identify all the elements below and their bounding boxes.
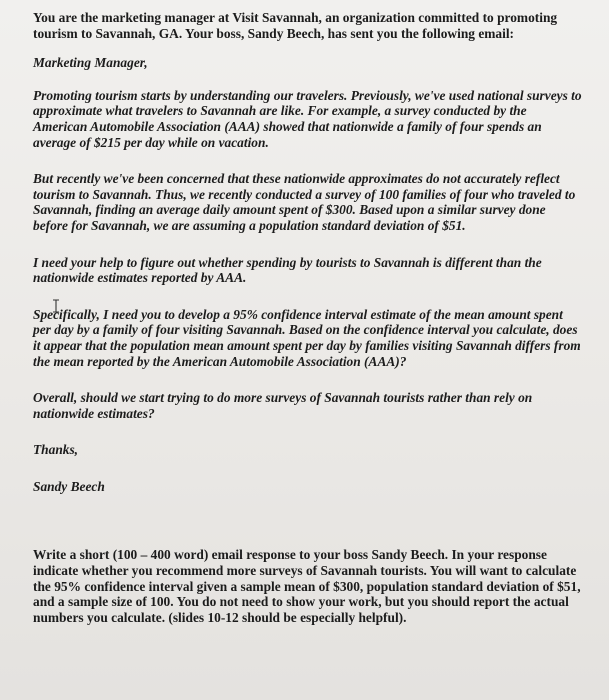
email-paragraph-1: Promoting tourism starts by understanding our travelers. Previously, we've used national surveys to approximate what travelers to Savannah are like. For example, a survey conducted by the American Automobile Association (AAA) showed that nationwide a family of four spends an average of $215 per day while on vacation.: [33, 87, 582, 150]
assignment-intro: You are the marketing manager at Visit Savannah, an organization committed to promoting tourism to Savannah, GA. Your boss, Sandy Beech, has sent you the following email:: [33, 10, 558, 41]
email-paragraph-5: Overall, should we start trying to do more surveys of Savannah tourists rather than rely on nationwide estimates?: [33, 390, 533, 421]
email-paragraph-2: But recently we've been concerned that these nationwide approximates do not accurately reflect tourism to Savannah. Thus, we recently conducted a survey of 100 families of four who traveled to Savannah, finding an average daily amount spent of $300. Based upon a similar survey done before for Savannah, we are assuming a population standard deviation of $51.: [33, 171, 576, 233]
email-paragraph-4: Specifically, I need you to develop a 95% confidence interval estimate of the mean amount spent per day by a family of four visiting Savannah. Based on the confidence interval you calculate, does it appear that the population mean amount spent per day by families visiting Savannah differs from the mean reported by the American Automobile Association (AAA)?: [33, 306, 581, 369]
email-salutation: Marketing Manager,: [33, 55, 148, 71]
email-paragraph-3: I need your help to figure out whether spending by tourists to Savannah is different than the nationwide estimates reported by AAA.: [33, 254, 542, 286]
email-closing: Thanks,: [33, 442, 79, 458]
text-cursor-icon: [52, 299, 60, 313]
assignment-task: Write a short (100 – 400 word) email response to your boss Sandy Beech. In your response indicate whether you recommend more surveys of Savannah tourists. You will want to calculate the 95% confidence interval given a sample mean of $300, population standard deviation of $51, and a sample size of 100. You do not need to show your work, but you should report the actual numbers you calculate. (slides 10-12 should be especially helpful).: [33, 547, 581, 625]
email-signature: Sandy Beech: [33, 478, 105, 494]
